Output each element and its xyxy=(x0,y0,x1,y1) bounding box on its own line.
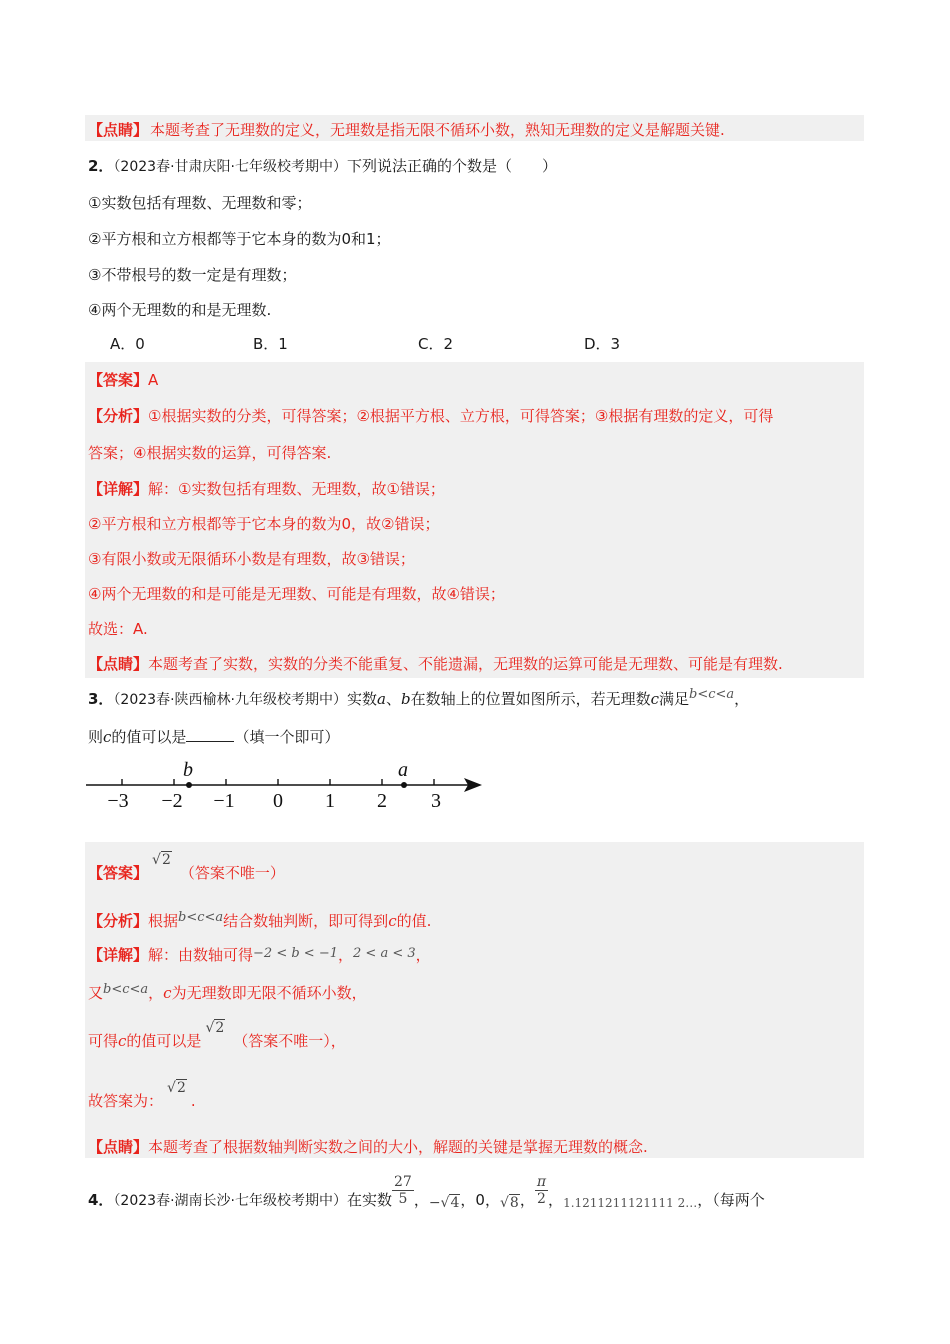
q4-tail: （每两个 xyxy=(712,1191,765,1209)
q3-analysis-cond: b<c<a xyxy=(178,910,224,925)
q2-question: 下列说法正确的个数是（ ） xyxy=(346,157,557,175)
q2-analysis-text-1: ①根据实数的分类，可得答案；②根据平方根、立方根，可得答案；③根据有理数的定义，可得 xyxy=(148,407,774,425)
q3-analysis xyxy=(88,910,431,931)
q2-option-c: C．2 xyxy=(418,335,454,353)
q3-d2-cond: b<c<a xyxy=(103,982,149,997)
q3-answer-note: （答案不唯一） xyxy=(179,864,285,882)
point-b-dot xyxy=(186,782,192,788)
q2-option-b: B．1 xyxy=(253,335,288,353)
q3-analysis-a: 根据 xyxy=(148,912,179,930)
q2-detail-line-1 xyxy=(88,478,445,499)
point-b-label: b xyxy=(183,759,193,781)
q3-d2-b: ， xyxy=(148,984,164,1002)
q3-detail-a: 解：由数轴可得 xyxy=(148,946,254,964)
q4-sep-4: ， xyxy=(519,1191,535,1209)
tick-label-1: 1 xyxy=(325,790,335,812)
q3-d2-var-c: c xyxy=(163,984,172,1002)
q4-sep-5: ， xyxy=(548,1191,564,1209)
q3-d2-c: 为无理数即无限不循环小数， xyxy=(171,984,367,1002)
q3-d2-a: 又 xyxy=(88,984,104,1002)
q4-long-decimal: 1.1211211121111 2… xyxy=(563,1196,698,1210)
q1-point-text: 本题考查了无理数的定义，无理数是指无限不循环小数，熟知无理数的定义是解题关键. xyxy=(150,121,725,139)
q3-d3-sqrt: √2 xyxy=(205,1020,225,1036)
q3-point xyxy=(88,1136,648,1157)
tick-label-0: 0 xyxy=(273,790,283,812)
q3-ineq-end: ， xyxy=(415,946,431,964)
q3-stem-text-a: 实数 xyxy=(346,690,377,708)
q3-answer-blank xyxy=(186,727,234,742)
tick-label-neg3: −3 xyxy=(107,790,129,812)
q2-point-tag: 【点睛】 xyxy=(88,655,149,673)
q4-fraction-pi-2 xyxy=(535,1174,548,1207)
q2-point-text: 本题考查了实数，实数的分类不能重复、不能遗漏，无理数的运算可能是无理数、可能是有理数. xyxy=(148,655,783,673)
q3-stem-sep: 、 xyxy=(385,690,401,708)
q3-detail-tag: 【详解】 xyxy=(88,946,149,964)
q3-source: （2023春·陕西榆林·九年级校考期中） xyxy=(113,692,347,708)
q3-answer-sqrt: √2 xyxy=(152,852,171,868)
q3-d4-a: 故答案为： xyxy=(88,1092,164,1110)
q3-detail-line-1 xyxy=(88,944,431,965)
q4-sqrt8-value: 8 xyxy=(509,1195,519,1211)
q2-detail-line-5: 故选：A. xyxy=(88,620,148,638)
q3-ineq-1: −2 < b < −1 xyxy=(253,946,338,961)
q4-frac-den: 5 xyxy=(398,1191,408,1207)
q3-condition: b<c<a xyxy=(689,687,735,702)
q3-point-tag: 【点睛】 xyxy=(88,1138,149,1156)
q3-line2-var-c: c xyxy=(103,728,112,746)
q2-statement-4: ④两个无理数的和是无理数. xyxy=(88,301,272,319)
q3-number-line xyxy=(82,755,492,815)
q2-answer-tag: 【答案】 xyxy=(88,371,149,389)
q2-answer xyxy=(88,369,158,390)
q2-point xyxy=(88,653,783,674)
q4-fraction-27-5 xyxy=(392,1174,414,1207)
q3-answer-sqrt-value: 2 xyxy=(161,852,171,868)
q3-answer xyxy=(88,848,285,882)
q3-d4-b: . xyxy=(190,1092,196,1110)
q3-ineq-2: 2 < a < 3 xyxy=(353,946,416,961)
q2-option-a: A．0 xyxy=(110,335,145,353)
q3-stem-line-1 xyxy=(88,688,749,709)
q4-zero: 0 xyxy=(475,1191,485,1209)
q3-var-b: b xyxy=(400,690,411,708)
q3-line2-b: 的值可以是 xyxy=(111,728,187,746)
q4-pi-den: 2 xyxy=(536,1191,546,1207)
q4-sep-2: ， xyxy=(460,1191,476,1209)
q4-source: （2023春·湖南长沙·七年级校考期中） xyxy=(113,1193,347,1209)
q3-d3-sqrt-value: 2 xyxy=(215,1020,225,1036)
q4-sep-1: ， xyxy=(413,1191,429,1209)
q2-statement-2: ②平方根和立方根都等于它本身的数为0和1； xyxy=(88,230,391,248)
q1-point-tag: 【点睛】 xyxy=(88,121,149,139)
q3-line2-a: 则 xyxy=(88,728,104,746)
q4-stem-text: 在实数 xyxy=(346,1191,392,1209)
q4-sqrt8: √8 xyxy=(499,1195,519,1211)
q3-stem-text-c: 满足 xyxy=(658,690,689,708)
q3-analysis-b: 结合数轴判断，即可得到 xyxy=(223,912,389,930)
q3-detail-line-4 xyxy=(88,1076,196,1110)
q4-sep-6: ， xyxy=(697,1191,713,1209)
q3-comma: ， xyxy=(734,690,750,708)
q3-line2-c: （填一个即可） xyxy=(234,728,340,746)
point-a-dot xyxy=(401,782,407,788)
q3-d4-sqrt: √2 xyxy=(167,1080,186,1096)
q3-point-text: 本题考查了根据数轴判断实数之间的大小，解题的关键是掌握无理数的概念. xyxy=(148,1138,648,1156)
q2-answer-value: A xyxy=(148,371,159,389)
q3-stem-text-b: 在数轴上的位置如图所示，若无理数 xyxy=(410,690,651,708)
q4-neg-sqrt4: −√4 xyxy=(428,1195,460,1211)
tick-label-2: 2 xyxy=(377,790,387,812)
q3-ineq-sep: ， xyxy=(338,946,354,964)
q4-neg-sqrt4-value: 4 xyxy=(450,1195,460,1211)
q2-analysis-line-2: 答案；④根据实数的运算，可得答案. xyxy=(88,444,332,462)
q3-detail-line-3 xyxy=(88,1016,346,1050)
tick-label-3: 3 xyxy=(431,790,441,812)
q3-d3-var-c: c xyxy=(118,1032,127,1050)
q3-d3-a: 可得 xyxy=(88,1032,119,1050)
q4-frac-num: 27 xyxy=(393,1174,412,1190)
q2-statement-1: ①实数包括有理数、无理数和零； xyxy=(88,194,312,212)
q3-d3-b: 的值可以是 xyxy=(126,1032,202,1050)
q3-var-c: c xyxy=(650,690,659,708)
q2-detail-line-4: ④两个无理数的和是可能是无理数、可能是有理数，故④错误； xyxy=(88,585,505,603)
q2-analysis-tag: 【分析】 xyxy=(88,407,149,425)
q3-analysis-var-c: c xyxy=(388,912,397,930)
q3-analysis-tag: 【分析】 xyxy=(88,912,149,930)
q2-number: 2． xyxy=(88,157,114,175)
q3-analysis-c: 的值. xyxy=(396,912,432,930)
q3-d3-c: （答案不唯一）， xyxy=(233,1032,346,1050)
q4-pi: π xyxy=(536,1174,547,1190)
q4-number: 4． xyxy=(88,1191,114,1209)
tick-label-neg2: −2 xyxy=(161,790,183,812)
q3-detail-line-2 xyxy=(88,982,367,1003)
q3-d4-sqrt-value: 2 xyxy=(176,1080,186,1096)
q4-sep-3: ， xyxy=(484,1191,500,1209)
q2-statement-3: ③不带根号的数一定是有理数； xyxy=(88,266,297,284)
q3-answer-tag: 【答案】 xyxy=(88,864,149,882)
tick-label-neg1: −1 xyxy=(213,790,235,812)
q2-option-d: D．3 xyxy=(584,335,621,353)
q2-source: （2023春·甘肃庆阳·七年级校考期中） xyxy=(113,159,347,175)
q2-detail-line-3: ③有限小数或无限循环小数是有理数，故③错误； xyxy=(88,550,415,568)
q3-stem-line-2 xyxy=(88,726,339,747)
q4-stem xyxy=(88,1174,765,1211)
q2-stem xyxy=(88,155,557,176)
q2-detail-tag: 【详解】 xyxy=(88,480,149,498)
point-a-label: a xyxy=(398,759,408,781)
q2-analysis-line-1 xyxy=(88,405,773,426)
q3-var-a: a xyxy=(376,690,386,708)
q2-detail-line-2: ②平方根和立方根都等于它本身的数为0，故②错误； xyxy=(88,515,440,533)
q2-detail-text-1: 解：①实数包括有理数、无理数，故①错误； xyxy=(148,480,445,498)
q3-number: 3． xyxy=(88,690,114,708)
